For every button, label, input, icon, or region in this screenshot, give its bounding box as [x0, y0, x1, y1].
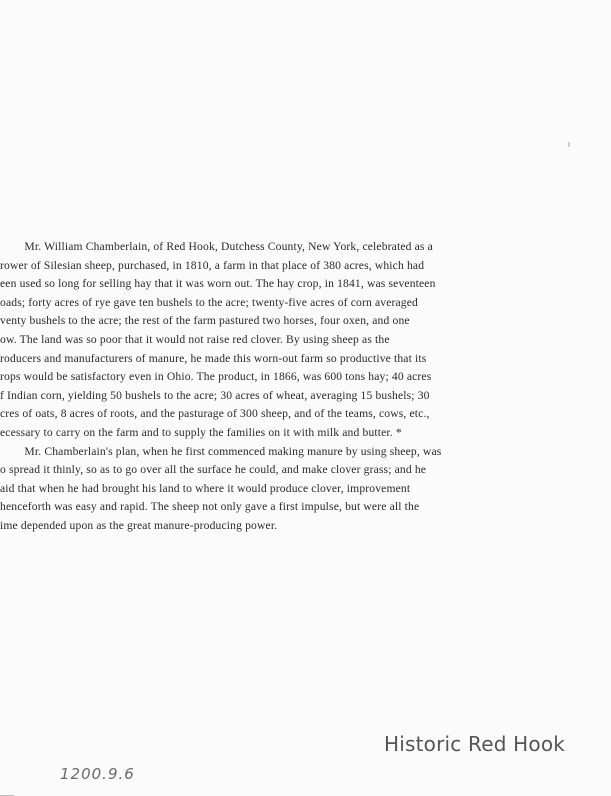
watermark-label: Historic Red Hook	[384, 732, 566, 756]
text-line: ime depended upon as the great manure-producing power.	[0, 518, 278, 532]
text-line: f Indian corn, yielding 50 bushels to the acre; 30 acres of wheat, averaging 15 bushels; 30	[0, 388, 430, 402]
text-line: oads; forty acres of rye gave ten bushels to the acre; twenty-five acres of corn averaged	[0, 295, 418, 309]
text-line: henceforth was easy and rapid. The sheep not only gave a first impulse, but were all the	[0, 500, 420, 514]
text-line: venty bushels to the acre; the rest of the farm pastured two horses, four oxen, and one	[0, 314, 410, 328]
text-line: een used so long for selling hay that it was worn out. The hay crop, in 1841, was seventeen	[0, 277, 436, 291]
text-line: ow. The land was so poor that it would not raise red clover. By using sheep as the	[0, 332, 390, 346]
text-line: rower of Silesian sheep, purchased, in 1810, a farm in that place of 380 acres, which had	[0, 258, 425, 272]
text-line: roducers and manufacturers of manure, he made this worn-out farm so productive that its	[0, 351, 427, 365]
text-line: aid that when he had brought his land to where it would produce clover, improvement	[0, 481, 411, 495]
text-line: Mr. William Chamberlain, of Red Hook, Dutchess County, New York, celebrated as a	[0, 240, 433, 253]
scan-speck	[568, 142, 570, 147]
text-line: cres of oats, 8 acres of roots, and the pasturage of 300 sheep, and of the teams, cows, etc.,	[0, 407, 430, 421]
paragraph-2	[0, 443, 611, 536]
text-line: o spread it thinly, so as to go over all the surface he could, and make clover grass; and he	[0, 463, 427, 477]
text-line: rops would be satisfactory even in Ohio. The product, in 1866, was 600 tons hay; 40 acres	[0, 370, 432, 384]
text-line: Mr. Chamberlain's plan, when he first commenced making manure by using sheep, was	[0, 444, 442, 458]
text-line: ecessary to carry on the farm and to supply the families on it with milk and butter. *	[0, 425, 402, 439]
article-text	[0, 238, 611, 536]
paragraph-1	[0, 238, 611, 443]
handwritten-catalog-number: 1200.9.6	[60, 765, 135, 783]
